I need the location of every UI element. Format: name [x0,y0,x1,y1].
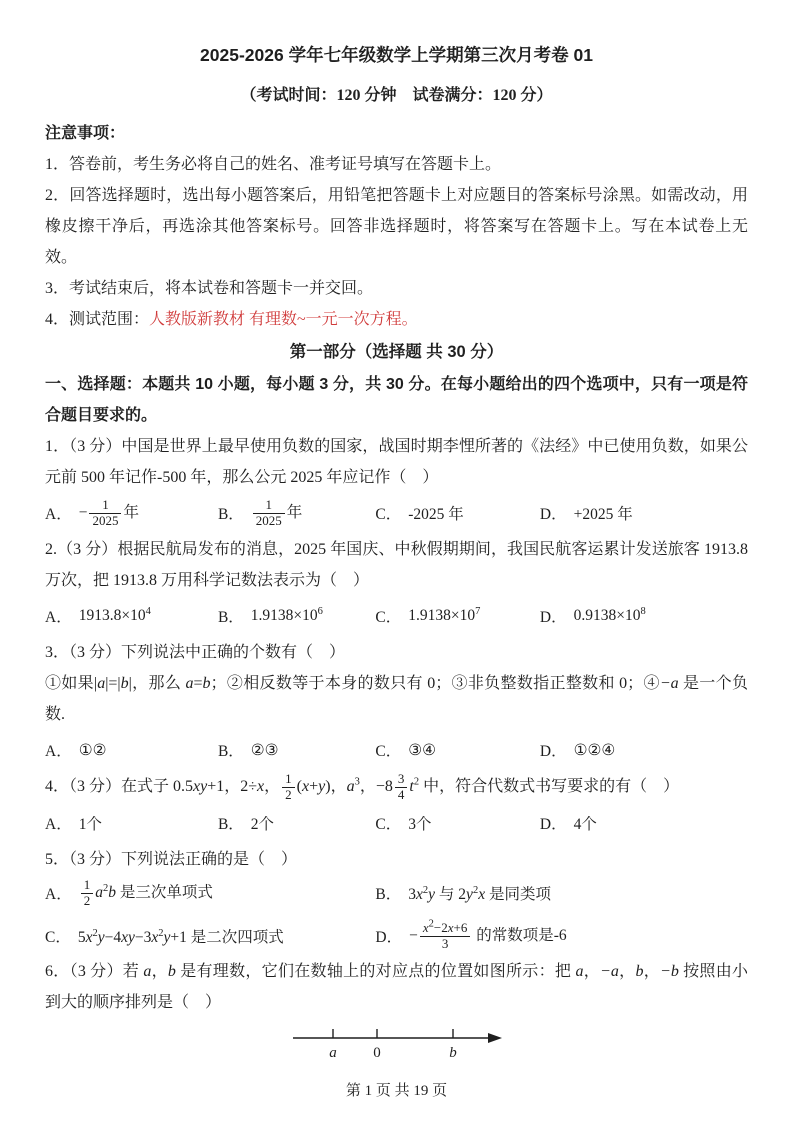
option-content: -2025 年 [408,506,464,523]
question-3-options [45,733,748,767]
option-label: D． [375,929,403,947]
note-item-4-test-scope: 人教版新教材 有理数~一元一次方程。 [149,311,418,328]
option-label: C． [375,743,402,760]
option-a [45,878,375,909]
option-label: A． [45,886,72,904]
option-content: 1个 [78,815,102,833]
option-label: D． [539,743,567,760]
note-item-1: 1．答卷前，考生务必将自己的姓名、准考证号填写在答题卡上。 [45,156,502,173]
option-d [375,918,748,952]
option-b [375,882,748,904]
label-b: b [448,1044,457,1061]
question-4-stem: 4．（3 分）在式子 0.5xy+1，2÷x， $\frac{1}{2}$ (x+y)，$a^3$，−8 $\frac{3}{4}$ $t^2$ 中，符合代数式书写要求的有（ ） [45,770,680,802]
question-3-statements: ①如果|a|=|b|，那么 a=b；②相反数等于本身的数只有 0；③非负整数指正整数和 0；④−a 是一个负数. [45,675,748,723]
exam-subtitle: （考试时间：120 分钟 试卷满分：120 分） [240,87,553,104]
option-content: ①② [78,741,107,759]
question-5-stem: 5．（3 分）下列说法正确的是（ ） [45,850,298,868]
option-label: B． [217,743,244,760]
fraction: $\frac{1}{2025}$ [253,498,285,529]
fraction: $\frac{1}{2}$ [81,878,94,909]
option-d [540,605,748,627]
option-label: C． [375,506,402,523]
label-zero: 0 [372,1044,381,1061]
option-content: ③④ [408,741,437,759]
note-item-2: 2．回答选择题时，选出每小题答案后，用铅笔把答题卡上对应题目的答案标号涂黑。如需改动，用橡皮擦干净后，再选涂其他答案标号。回答非选择题时，将答案写在答题卡上。写在本试卷上无效。 [45,187,748,266]
label-a: a [328,1044,337,1061]
option-b [218,739,375,761]
option-content: $\frac{1}{2025}$ 年 [251,498,303,529]
section1-heading: 第一部分（选择题 共 30 分） [289,343,504,361]
arrow-right-icon [488,1033,502,1043]
option-content: $\frac{1}{2}$ $a^2b$ 是三次单项式 [79,878,213,909]
option-content: $3x^2y$ 与 $2y^2x$ 是同类项 [408,885,551,904]
option-content: − $\frac{1}{2025}$ 年 [78,496,139,528]
question-1-options [45,496,748,530]
question-2-options [45,599,748,633]
note-item-4-prefix: 4．测试范围： [45,311,150,328]
option-content: $5x^2y-4xy-3x^2y+1$ 是二次四项式 [77,927,284,947]
option-label: D． [539,609,567,626]
fraction: $\frac{3}{4}$ [395,772,408,803]
option-c [375,739,540,761]
question-5-options [45,878,748,952]
question-4-options [45,806,748,840]
option-content: $1.9138\times 10^7$ [408,605,481,624]
option-label: D． [539,815,567,833]
option-content: $1913.8\times 10^4$ [78,605,151,624]
option-d [540,812,748,834]
option-a [45,739,218,761]
option-b [218,498,375,529]
option-a [45,605,218,627]
option-content: 3个 [408,815,432,833]
fraction: $\frac{x^2-2x+6}{3}$ [420,921,471,952]
option-label: C． [45,929,71,947]
fraction: $\frac{1}{2025}$ [89,498,121,529]
option-label: C． [375,609,402,626]
option-content: $0.9138\times 10^8$ [573,605,646,624]
number-line-figure [45,1022,748,1069]
option-d [540,739,748,761]
option-b [218,605,375,627]
option-a [45,498,218,529]
option-content: 2个 [250,815,275,833]
option-content: $1.9138\times 10^6$ [250,605,323,624]
option-label: C． [375,815,402,833]
option-label: A． [45,506,72,523]
page-footer: 第 1 页 共 19 页 [345,1082,448,1099]
option-label: B． [217,609,244,626]
option-content: − $\frac{x^2-2x+6}{3}$ 的常数项是-6 [409,918,567,951]
option-content: ①②④ [573,741,616,759]
option-label: B． [217,506,244,523]
option-c [45,925,375,947]
option-a [45,812,218,834]
section1-intro: 一、选择题：本题共 10 小题，每小题 3 分，共 30 分。在每小题给出的四个选项中，只有一项是符合题目要求的。 [45,376,748,424]
option-label: A． [45,743,72,760]
number-line-svg [289,1022,505,1064]
question-2-stem: 2.（3 分）根据民航局发布的消息，2025 年国庆、中秋假期期间，我国民航客运累计发送旅客 1913.8 万次，把 1913.8 万用科学记数法表示为（ ） [45,541,748,589]
option-content: +2025 年 [573,506,633,523]
note-item-4 [45,304,748,335]
exam-title: 2025-2026 学年七年级数学上学期第三次月考卷 01 [200,45,593,65]
option-label: A． [45,609,72,626]
option-c [375,812,540,834]
option-label: B． [217,815,244,833]
option-label: D． [539,506,567,523]
question-1-stem: 1．（3 分）中国是世界上最早使用负数的国家，战国时期李悝所著的《法经》中已使用负数，如果公元前 500 年记作-500 年，那么公元 2025 年应记作（ ） [45,438,748,486]
question-3-stem: 3．（3 分）下列说法中正确的个数有（ ） [45,644,346,661]
option-c [375,605,540,627]
option-content: 4个 [573,815,597,833]
question-6-stem: 6．（3 分）若 a，b 是有理数，它们在数轴上的对应点的位置如图所示：把 a，−a，b，−b 按照由小到大的顺序排列是（ ） [45,962,748,1011]
option-label: A． [45,815,72,833]
option-d [540,502,748,524]
option-b [218,812,375,834]
notes-heading: 注意事项： [45,125,126,142]
option-c [375,502,540,524]
note-item-3: 3．考试结束后，将本试卷和答题卡一并交回。 [45,280,374,297]
fraction: $\frac{1}{2}$ [282,772,295,803]
option-label: B． [375,886,402,904]
option-content: ②③ [250,741,279,759]
